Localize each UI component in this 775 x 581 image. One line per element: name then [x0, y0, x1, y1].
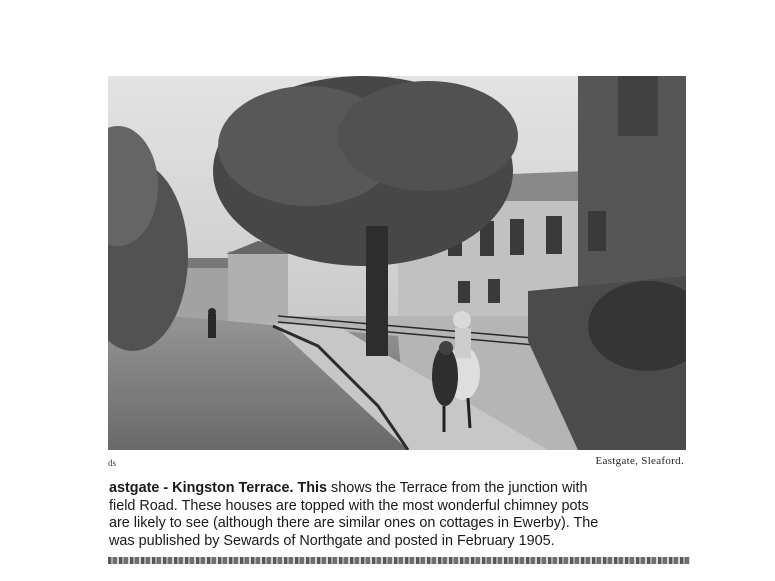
- description-heading: astgate - Kingston Terrace. This: [109, 480, 328, 496]
- photo-caption-left: ds: [108, 458, 117, 468]
- description-line-1: [109, 480, 694, 498]
- description-line-4: was published by Sewards of Northgate and posted in February 1905.: [109, 532, 555, 549]
- photo-caption-location: Eastgate, Sleaford.: [595, 455, 684, 467]
- description-line-2: field Road. These houses are topped with the most wonderful chimney pots: [109, 497, 589, 514]
- description-line-3: are likely to see (although there are similar ones on cottages in Ewerby). The: [109, 515, 599, 531]
- street-scene-illustration: [108, 76, 686, 450]
- description-text: [109, 480, 694, 550]
- description-line-1-rest: shows the Terrace from the junction with: [327, 480, 588, 496]
- bottom-photo-strip: [108, 557, 690, 564]
- postcard-photo: [108, 76, 686, 450]
